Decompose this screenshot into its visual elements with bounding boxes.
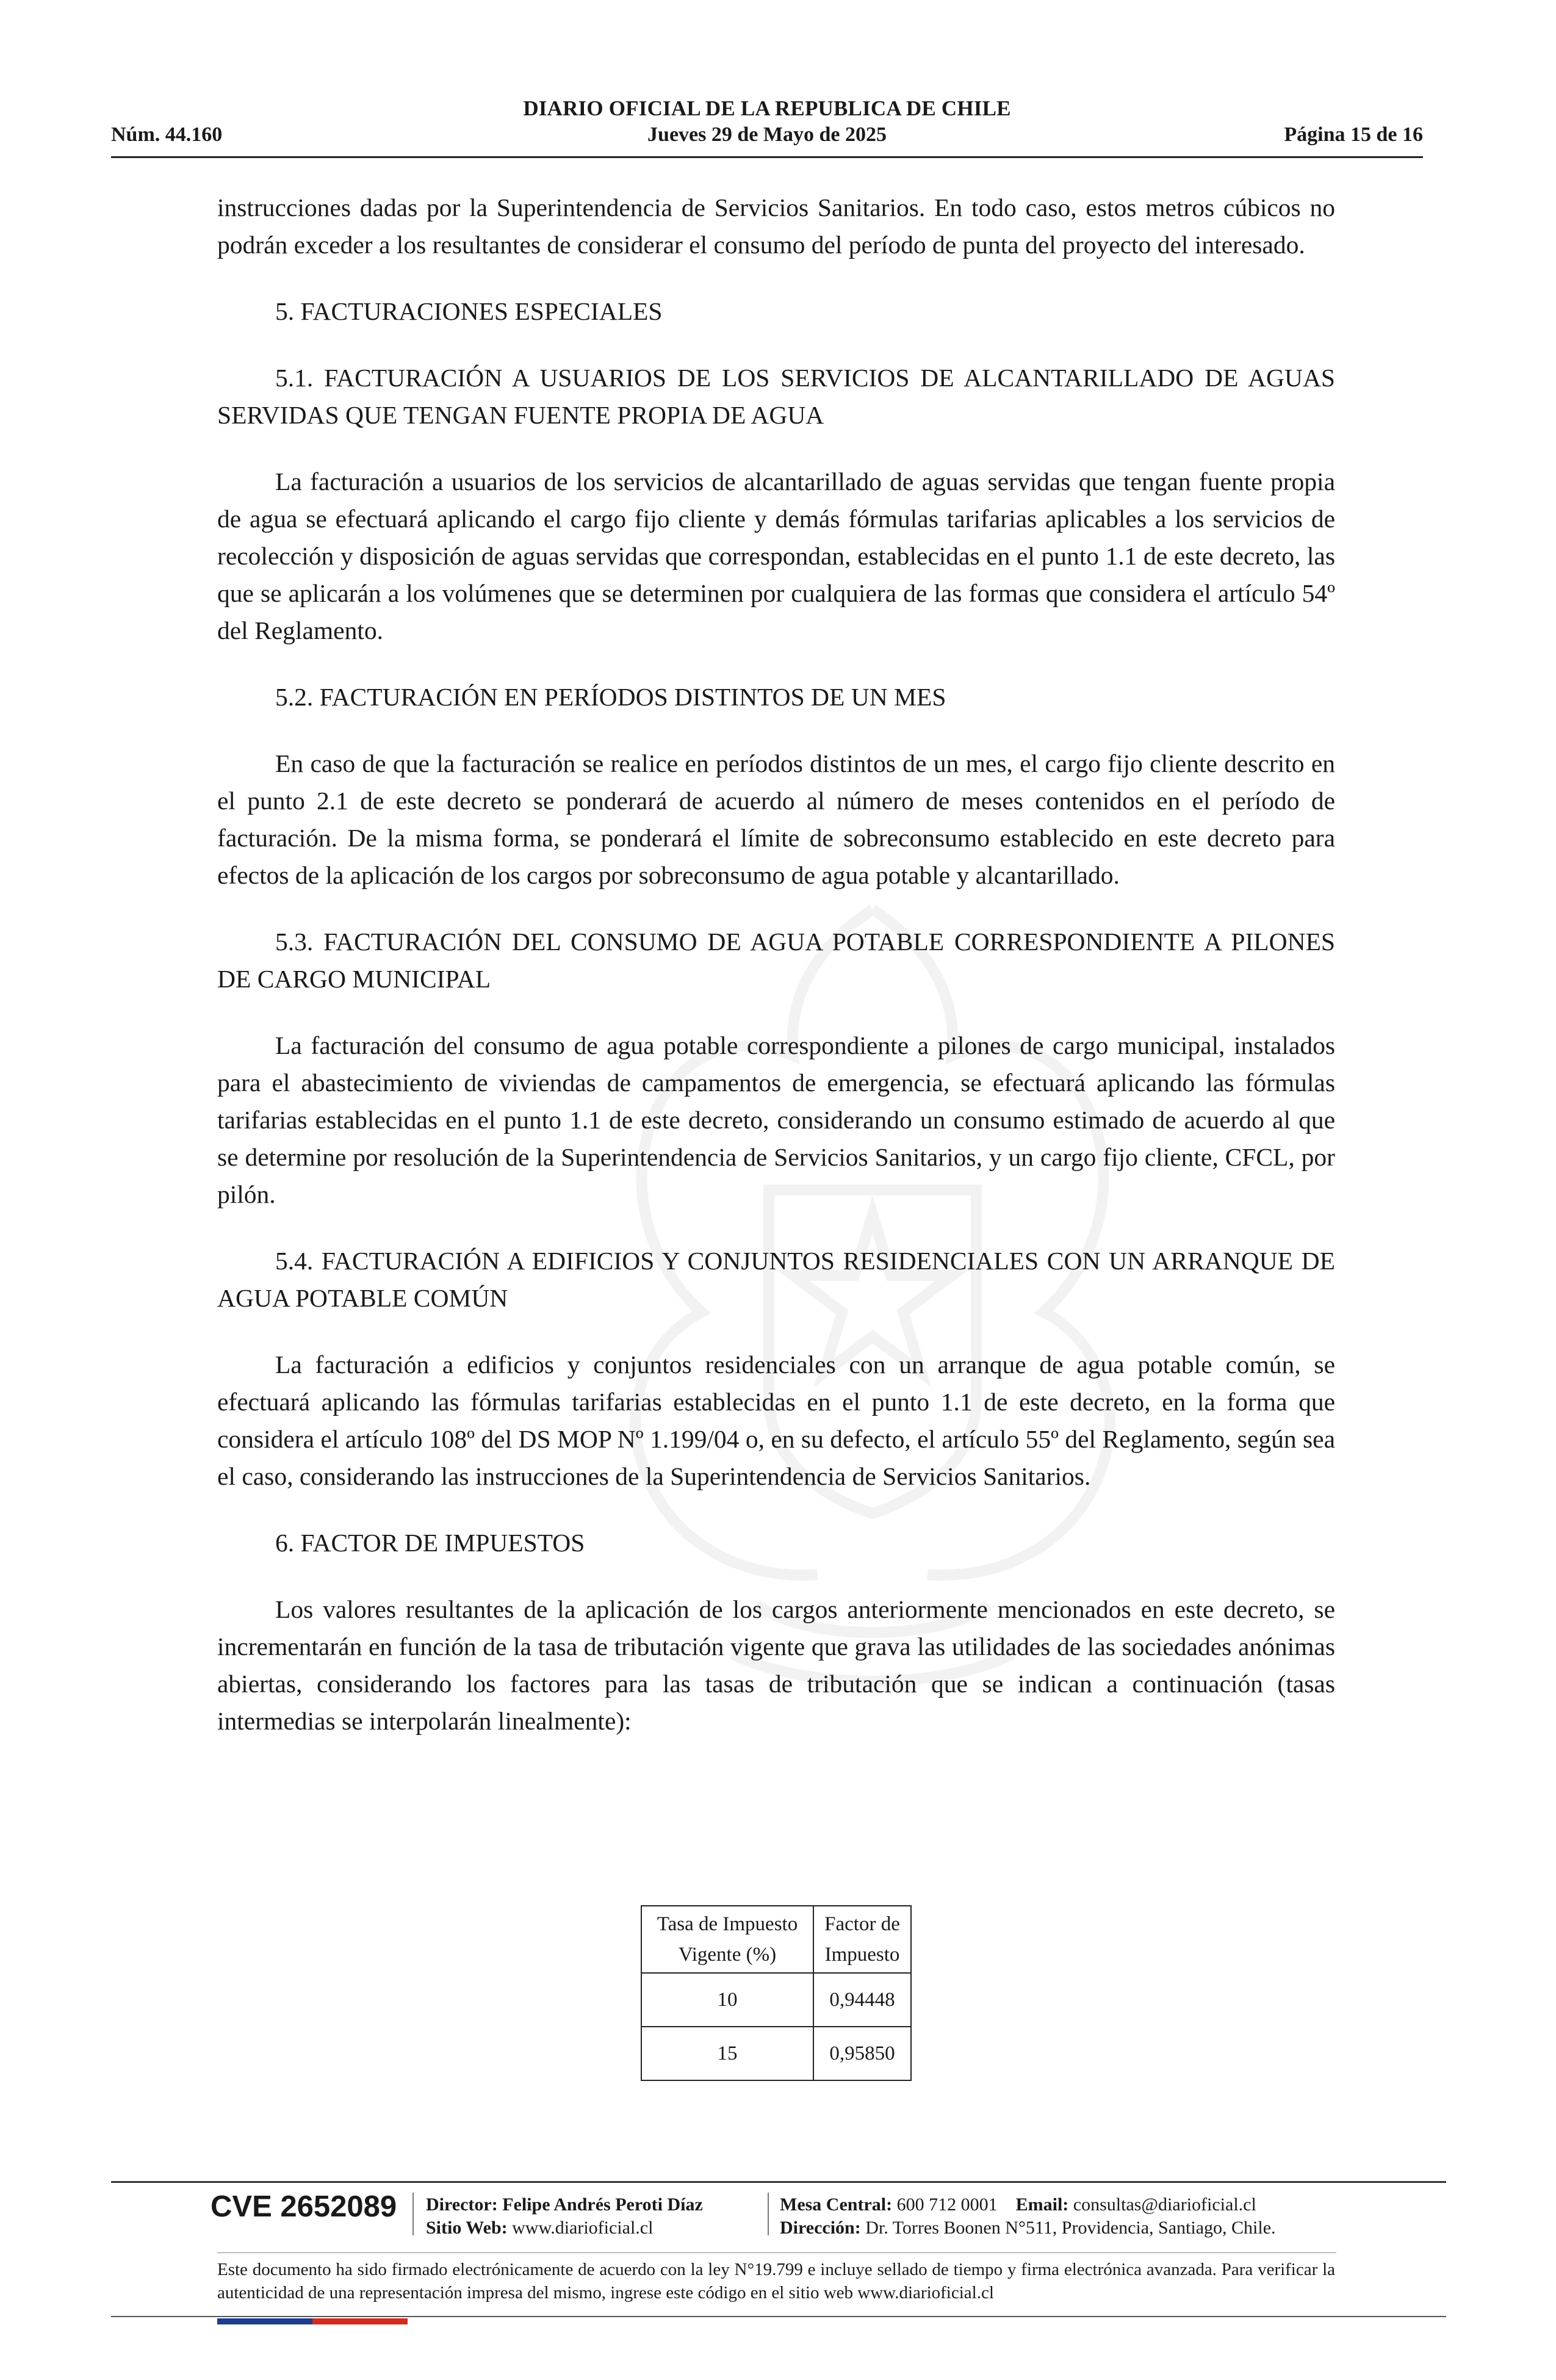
page-header	[111, 93, 1423, 154]
footer-director-block: Director: Felipe Andrés Peroti Díaz Sitio Web: www.diarioficial.cl	[426, 2194, 703, 2238]
director-name: Felipe Andrés Peroti Díaz	[502, 2194, 703, 2215]
section-heading-5: 5. FACTURACIONES ESPECIALES	[275, 297, 663, 325]
cve-code: CVE 2652089	[211, 2190, 397, 2223]
section-heading-5-2: 5.2. FACTURACIÓN EN PERÍODOS DISTINTOS DE UN MES	[275, 683, 946, 711]
issue-date: Jueves 29 de Mayo de 2025	[647, 123, 887, 146]
paragraph-6: Los valores resultantes de la aplicación de los cargos anteriormente mencionados en este decreto, se incrementarán en función de la tasa de tributación vigente que grava las utilidades de las sociedades anónimas abiertas, considerando los factores para las tasas de tributación que se indican a continuación (tasas intermedias se interpolarán linealmente):	[217, 1595, 1335, 1735]
table-row	[641, 1973, 911, 2027]
table-cell-rate: 15	[641, 2027, 813, 2080]
paragraph-5-3: La facturación del consumo de agua potable correspondiente a pilones de cargo municipal, instalados para el abastecimiento de viviendas de campamentos de emergencia, se efectuará aplicando las fórmulas tarifarias establecidas en el punto 1.1 de este decreto, considerando un consumo estimado de acuerdo al que se determine por resolución de la Superintendencia de Servicios Sanitarios, y un cargo fijo cliente, CFCL, por pilón.	[217, 1031, 1335, 1208]
issue-number: Núm. 44.160	[111, 123, 223, 146]
website-link[interactable]: www.diarioficial.cl	[512, 2218, 654, 2238]
legal-notice: Este documento ha sido firmado electrónicamente de acuerdo con la ley N°19.799 e incluye sellado de tiempo y firma electrónica avanzada. Para verificar la autenticidad de una representación impresa del mismo, ingrese este código en el sitio web www.diarioficial.cl	[217, 2260, 1335, 2302]
paragraph-5-1: La facturación a usuarios de los servicios de alcantarillado de aguas servidas que tengan fuente propia de agua se efectuará aplicando el cargo fijo cliente y demás fórmulas tarifarias aplicables a los servicios de recolección y disposición de aguas servidas que correspondan, establecidas en el punto 1.1 de este decreto, las que se aplicarán a los volúmenes que se determinen por cualquiera de las formas que considera el artículo 54º del Reglamento.	[217, 467, 1335, 644]
footer-contact-block: Mesa Central: 600 712 0001 Email: consultas@diarioficial.cl Dirección: Dr. Torres Boonen N°511, Providencia, Santiago, Chile.	[780, 2194, 1276, 2238]
table-cell-factor: 0,94448	[813, 1973, 911, 2027]
paragraph-5-4: La facturación a edificios y conjuntos residenciales con un arranque de agua potable común, se efectuará aplicando las fórmulas tarifarias establecidas en el punto 1.1 de este decreto, en la forma que considera el artículo 108º del DS MOP Nº 1.199/04 o, en su defecto, el artículo 55º del Reglamento, según sea el caso, considerando las instrucciones de la Superintendencia de Servicios Sanitarios.	[217, 1350, 1335, 1490]
table-cell-factor: 0,95850	[813, 2027, 911, 2080]
section-heading-6: 6. FACTOR DE IMPUESTOS	[275, 1529, 585, 1557]
section-heading-5-3: 5.3. FACTURACIÓN DEL CONSUMO DE AGUA POTABLE CORRESPONDIENTE A PILONES DE CARGO MUNICIPAL	[217, 928, 1335, 993]
footer-separator	[412, 2193, 414, 2235]
table-header-factor: Factor de Impuesto	[813, 1906, 911, 1973]
page-number: Página 15 de 16	[1284, 123, 1423, 146]
footer-divider	[111, 2181, 1446, 2183]
table-row	[641, 2027, 911, 2080]
publication-title: DIARIO OFICIAL DE LA REPUBLICA DE CHILE	[523, 96, 1011, 120]
section-heading-5-4: 5.4. FACTURACIÓN A EDIFICIOS Y CONJUNTOS RESIDENCIALES CON UN ARRANQUE DE AGUA POTABLE COMÚN	[217, 1247, 1335, 1312]
flag-blue-segment	[217, 2318, 312, 2324]
document-body	[217, 189, 1335, 1740]
table-header-row	[641, 1906, 911, 1973]
email-link[interactable]: consultas@diarioficial.cl	[1073, 2194, 1256, 2215]
header-divider	[111, 156, 1423, 158]
footer-separator	[768, 2193, 769, 2235]
paragraph-continuation: instrucciones dadas por la Superintendencia de Servicios Sanitarios. En todo caso, estos metros cúbicos no podrán exceder a los resultantes de considerar el consumo del período de punta del proyecto del interesado.	[217, 193, 1335, 259]
paragraph-5-2: En caso de que la facturación se realice en períodos distintos de un mes, el cargo fijo cliente descrito en el punto 2.1 de este decreto se ponderará de acuerdo al número de meses contenidos en el período de facturación. De la misma forma, se ponderará el límite de sobreconsumo establecido en este decreto para efectos de la aplicación de los cargos por sobreconsumo de agua potable y alcantarillado.	[217, 749, 1335, 889]
flag-red-segment	[312, 2318, 408, 2324]
footer-bottom-rule	[111, 2316, 1446, 2317]
section-heading-5-1: 5.1. FACTURACIÓN A USUARIOS DE LOS SERVICIOS DE ALCANTARILLADO DE AGUAS SERVIDAS QUE TENGAN FUENTE PROPIA DE AGUA	[217, 364, 1335, 429]
address: Dr. Torres Boonen N°511, Providencia, Santiago, Chile.	[865, 2218, 1276, 2238]
footer-divider-thin	[217, 2252, 1336, 2253]
flag-stripe	[217, 2318, 408, 2324]
table-cell-rate: 10	[641, 1973, 813, 2027]
tax-factor-table	[641, 1905, 912, 2081]
table-header-rate: Tasa de Impuesto Vigente (%)	[641, 1906, 813, 1973]
phone-number: 600 712 0001	[896, 2194, 998, 2215]
